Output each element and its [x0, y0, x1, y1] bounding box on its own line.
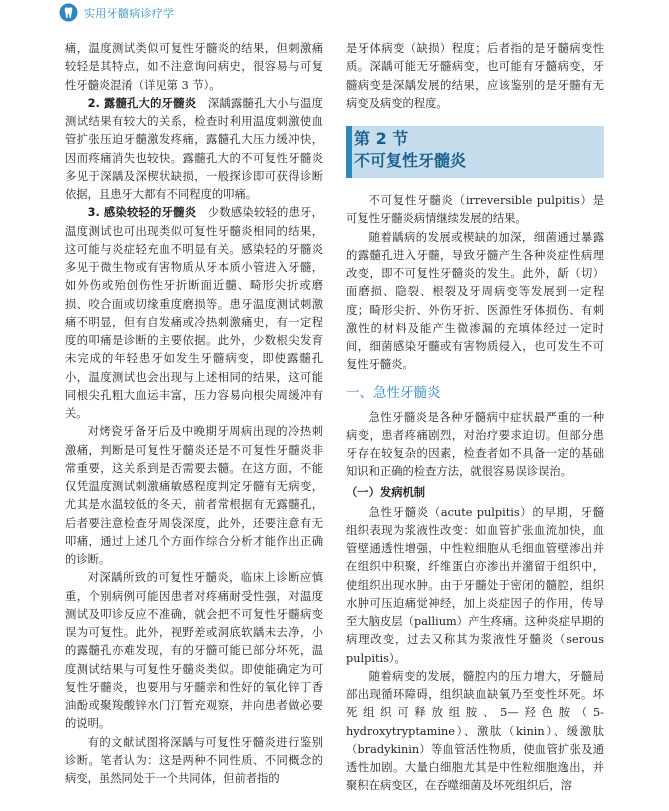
paragraph-acute-intro: 急性牙髓炎是各种牙髓病中症状最严重的一种病变，患者疼痛剧烈，对治疗要求迫切。但部分患牙存在较复杂的因素，检查者如不具备一定的基础知识和正确的检查方法，就很容易误诊误治。 [346, 410, 604, 479]
paragraph-body: 深龋露髓孔大小与温度测试结果有较大的关系，检查时利用温度刺激使血管扩张压迫牙髓激发疼痛，露髓孔大压力缓冲快，因而疼痛消失也较快。露髓孔大的不可复性牙髓炎多见于深龋及深楔状缺损，一般探诊即可获得诊断依据，且患牙大都有不同程度的叩痛。 [65, 96, 323, 201]
paragraph-mild-infection [65, 204, 323, 423]
subheading-mild-infection: 3. 感染较轻的牙髓炎 [87, 206, 197, 220]
section-accent-bar [346, 126, 352, 178]
paragraph-development: 随着龋病的发展或楔缺的加深，细菌通过暴露的露髓孔进入牙髓，导致牙髓产生各种炎症性病理改变，即不可复性牙髓炎的发生。此外，龂（切）面磨损、隐裂、根裂及牙周病变等发展到一定程度；畸形尖折、外伤牙折、医源性牙体损伤、有刺激性的材料及能产生微渗漏的充填体经过一定时间，细菌感染牙髓或有害物质侵入，也可发生不可复性牙髓炎。 [346, 230, 604, 372]
paragraph-porcelain: 对烤瓷牙备牙后及中晚期牙周病出现的冷热刺激痛，判断是可复性牙髓炎还是不可复性牙髓炎非常重要，这关系到是否需要去髓。在这方面，不能仅凭温度测试刺激痛敏感程度判定牙髓有无病变，尤其是水温较低的冬天，前者常根据有无露髓孔，后者要注意检查牙周袋深度，此外，还要注意有无叩痛，通过上述几个方面作综合分析才能作出正确的诊断。 [65, 425, 323, 566]
right-column [346, 40, 604, 796]
paragraph-continued: 是牙体病变（缺损）程度；后者指的是牙髓病变性质。深龋可能无牙髓病变，也可能有牙髓病变，牙髓病变是深龋发展的结果，应该鉴别的是牙髓有无病变及病变的程度。 [346, 42, 604, 110]
paragraph-body: 少数感染较轻的患牙，温度测试也可出现类似可复性牙髓炎相同的结果，这可能与炎症轻充血不明显有关。感染轻的牙髓炎多见于微生物或有害物质从牙本质小管进入牙髓，如外伤或殆创伤性牙折断面近髓、畸形尖折或磨损、咬合面或切缘重度磨损等。患牙温度测试刺激痛不明显，但有自发痛或冷热刺激痛史，有一定程度的叩痛是诊断的主要依据。此外，少数根尖发育未完成的年轻患牙如发生牙髓病变，即使露髓孔小，温度测试也会出现与上述相同的结果，这可能同根尖孔粗大血运丰富，压力容易向根尖周缓冲有关。 [65, 206, 323, 420]
section-title: 不可复性牙髓炎 [354, 151, 467, 170]
running-header [0, 0, 669, 26]
paragraph-literature: 有的文献试图将深龋与可复性牙髓炎进行鉴别诊断。笔者认为：这是两种不同性质、不同概念的病变，虽然同处于一个共同体，但前者指的 [65, 735, 323, 785]
section-number: 第 2 节 [354, 129, 409, 148]
tooth-logo-icon [59, 3, 78, 22]
paragraph-continued: 痛，温度测试类似可复性牙髓炎的结果，但刺激痛较轻是其特点，如不注意询问病史，很容易与可复性牙髓炎混淆（详见第 3 节）。 [65, 42, 323, 92]
left-column [65, 40, 323, 788]
paragraph-large-exposure [65, 95, 323, 205]
paragraph-deep-caries: 对深龋所致的可复性牙髓炎，临床上诊断应慎重，个别病例可能因患者对疼痛耐受性强，对温度测试及叩诊反应不准确，就会把不可复性牙髓病变误为可复性。此外，视野差或洞底软龋未去净，小的露髓孔亦难发现，有的牙髓可能已部分坏死，温度测试结果与可复性牙髓炎类似。即使能确定为可复性牙髓炎，也要用与牙髓亲和性好的氧化锌丁香油酚或聚羧酸锌水门汀暂充观察，并向患者做必要的说明。 [65, 571, 323, 731]
paragraph-progression: 随着病变的发展，髓腔内的压力增大，牙髓局部出现循环障碍，组织缺血缺氧乃至变性坏死。坏死组织可释放组胺、5—羟色胺（5-hydroxytryptamine）、激肽（kinin）、缓激肽（bradykinin）等血管活性物质，使血管扩张及通透性加剧。大量白细胞尤其是中性粒细胞逸出，并聚积在病变区，在吞噬细菌及坏死组织后，溶 [346, 669, 604, 793]
subheading-large-exposure: 2. 露髓孔大的牙髓炎 [87, 96, 197, 110]
section-heading-box [346, 126, 604, 178]
paragraph-serous-stage: 急性牙髓炎（acute pulpitis）的早期，牙髓组织表现为浆液性改变：如血管扩张血流加快，血管壁通透性增强，中性粒细胞从毛细血管壁渗出并在组织中积聚，纤维蛋白亦渗出并潴留于组织中，使组织出现水肿。由于牙髓处于密闭的髓腔，组织水肿可压迫痛觉神经，加上炎症因子的作用，传导至大脑皮层（pallium）产生疼痛。这种炎症早期的病理改变，过去又称其为浆液性牙髓炎（serous pulpitis）。 [346, 505, 604, 665]
heading-acute-pulpitis: 一、急性牙髓炎 [346, 384, 441, 401]
heading-pathogenesis: （一）发病机制 [346, 485, 426, 499]
book-title: 实用牙髓病诊疗学 [84, 7, 175, 20]
paragraph-definition: 不可复性牙髓炎（irreversible pulpitis）是可复性牙髓炎病情继续发展的结果。 [346, 194, 604, 226]
